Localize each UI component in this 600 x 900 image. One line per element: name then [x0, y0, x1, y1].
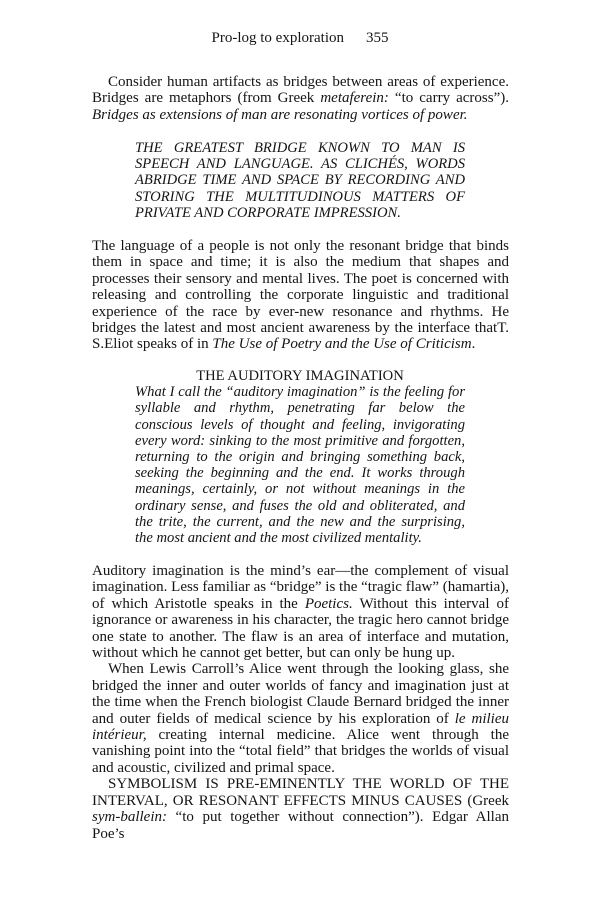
- paragraph-text: Without this interval of ignorance or awareness in his character, the tragic hero cannot bridge one state to another. The flaw is an area of interface and mutation, without which he cannot get better, but can only be hung up.: [92, 595, 509, 662]
- paragraph-text: When Lewis Carroll’s Alice went through the looking glass, she bridged the inner and outer worlds of fancy and imagination just at the time when the French biologist Claude Bernard bridged the inner and outer fields of medical science by his exploration of: [92, 661, 509, 727]
- foreign-term: le milieu intérieur,: [92, 710, 509, 744]
- paragraph-text: “to put together without connection”). Edgar Allan Poe’s: [92, 809, 509, 842]
- running-head-title: Pro-log to exploration: [211, 30, 344, 46]
- paragraph-language-of-people: [92, 238, 509, 353]
- paragraph-text: SYMBOLISM IS PRE-EMINENTLY THE WORLD OF THE INTERVAL, OR RESONANT EFFECTS MINUS CAUSES (Greek: [92, 776, 509, 809]
- paragraph-text: Consider human artifacts as bridges between areas of experience. Bridges are metaphors (from Greek: [92, 74, 509, 107]
- quote-text: What I call the “auditory imagination” is the feeling for syllable and rhythm, penetrating far below the conscious levels of thought and feeling, invigorating every word: sinking to the most primitive and forgotten, returning to the origin and bringing something back, seeking the beginning and the end. It works through meanings, certainly, or not without meanings in the ordinary sense, and fuses the old and obliterated, and the trite, the current, and the new and the surprising, the most ancient and the most civilized mentality.: [135, 384, 465, 547]
- paragraph-text: “to carry across”).: [388, 90, 509, 107]
- page-number: 355: [365, 30, 389, 46]
- block-quote-greatest-bridge: [135, 140, 465, 221]
- book-title: The Use of Poetry and the Use of Criticism: [212, 336, 472, 353]
- greek-term: sym-ballein:: [92, 809, 167, 826]
- greek-term: metaferein:: [320, 90, 389, 107]
- book-title: Poetics.: [304, 595, 353, 612]
- paragraph-text: The language of a people is not only the resonant bridge that binds them in space and time; it is also the medium that shapes and processes their sensory and mental lives. The poet is concerned with releasing and controlling the corporate linguistic and traditional experience of the race by ever-new resonance and rhythms. He bridges the latest and most ancient awareness by the interface thatT. S.Eliot speaks of in: [92, 238, 509, 353]
- emphasis-sentence: Bridges as extensions of man are resonating vortices of power.: [92, 106, 468, 123]
- paragraph-alice: [92, 661, 509, 776]
- paragraph-symbolism: [92, 776, 509, 842]
- paragraph-auditory-imagination: [92, 563, 509, 842]
- quote-text: THE GREATEST BRIDGE KNOWN TO MAN IS SPEECH AND LANGUAGE. AS CLICHÉS, WORDS ABRIDGE TIME AND SPACE BY RECORDING AND STORING THE MULTITUDINOUS MATTERS OF PRIVATE AND CORPORATE IMPRESSION.: [135, 140, 465, 221]
- paragraph-bridges-metaphors: [92, 74, 509, 123]
- paragraph-text: Auditory imagination is the mind’s ear—the complement of visual imagination. Less familiar as “bridge” is the “tragic flaw” (hamartia), of which Aristotle speaks in the: [92, 563, 509, 612]
- running-head: [0, 29, 600, 47]
- paragraph-text: creating internal medicine. Alice went through the vanishing point into the “total field” that bridges the worlds of visual and acoustic, civilized and primal space.: [92, 727, 509, 776]
- paragraph-text: .: [471, 336, 476, 353]
- block-quote-auditory-imagination: [135, 368, 465, 546]
- quote-heading: THE AUDITORY IMAGINATION: [196, 368, 404, 384]
